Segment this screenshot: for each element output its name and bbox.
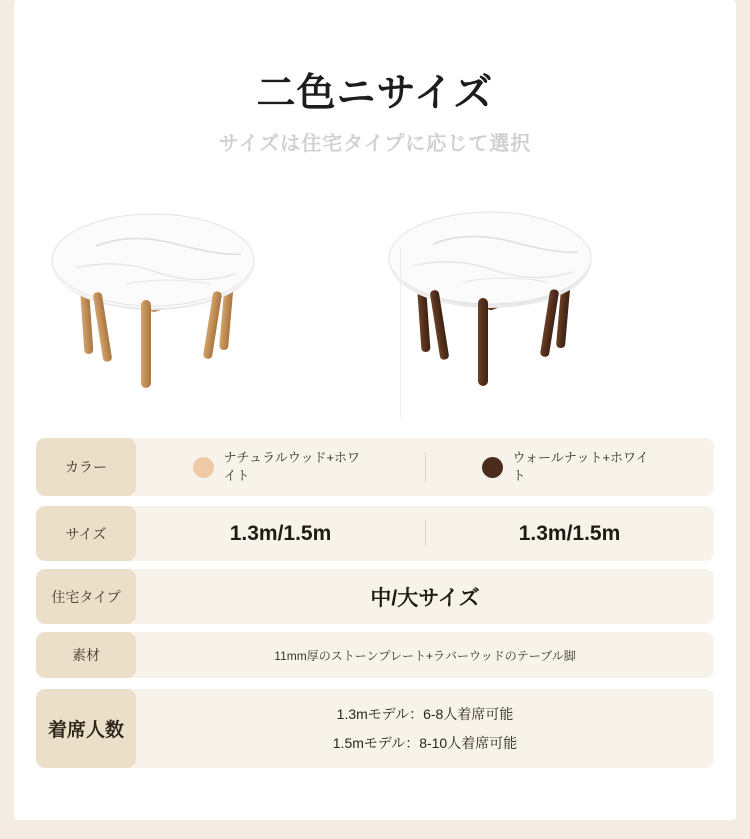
seat-line-2: 1.5mモデル：8-10人着席可能: [332, 735, 518, 751]
house-type-text: 中/大サイズ: [370, 586, 480, 610]
spec-label-color: カラー: [36, 438, 136, 496]
spec-row-color: [36, 438, 714, 496]
seat-line-1: 1.3mモデル：6-8人着席可能: [336, 706, 514, 722]
color-swatch-walnut: [482, 457, 503, 478]
color-swatch-natural: [193, 457, 214, 478]
walnut-table-photo: [379, 188, 714, 418]
spec-value-color: [136, 438, 714, 496]
spec-label-material: 素材: [36, 632, 136, 678]
spec-value-seats: [136, 689, 714, 768]
page-title: 二色ニサイズ: [256, 72, 494, 115]
spec-value-house-type: [136, 569, 714, 624]
natural-wood-table-illustration: [36, 188, 371, 418]
page-subtitle: サイズは住宅タイプに応じて選択: [218, 133, 532, 155]
color-option-walnut: [425, 438, 714, 496]
walnut-table-illustration: [379, 188, 714, 418]
spec-value-size: [136, 506, 714, 561]
size-value-walnut: [425, 506, 714, 561]
color-name-natural: ナチュラルウッド+ホワイト: [223, 450, 361, 483]
spec-row-size: [36, 506, 714, 561]
color-option-natural: [136, 438, 425, 496]
spec-row-material: [36, 632, 714, 678]
photo-divider: [400, 248, 401, 418]
natural-wood-table-photo: [36, 188, 371, 418]
spec-row-house-type: [36, 569, 714, 624]
spec-value-material: [136, 632, 714, 678]
spec-label-size: サイズ: [36, 506, 136, 561]
size-text-natural: 1.3m/1.5m: [229, 521, 332, 545]
spec-label-seats: 着席人数: [36, 689, 136, 768]
spec-row-seats: [36, 689, 714, 768]
product-photos: [14, 188, 736, 418]
product-spec-card: [14, 0, 736, 820]
size-text-walnut: 1.3m/1.5m: [518, 521, 621, 545]
size-value-natural: [136, 506, 425, 561]
color-name-walnut: ウォールナット+ホワイト: [512, 450, 649, 483]
spec-label-house-type: 住宅タイプ: [36, 569, 136, 624]
bottom-strip: [0, 820, 750, 839]
material-text: 11mm厚のストーンプレート+ラバーウッドのテーブル脚: [274, 648, 576, 663]
